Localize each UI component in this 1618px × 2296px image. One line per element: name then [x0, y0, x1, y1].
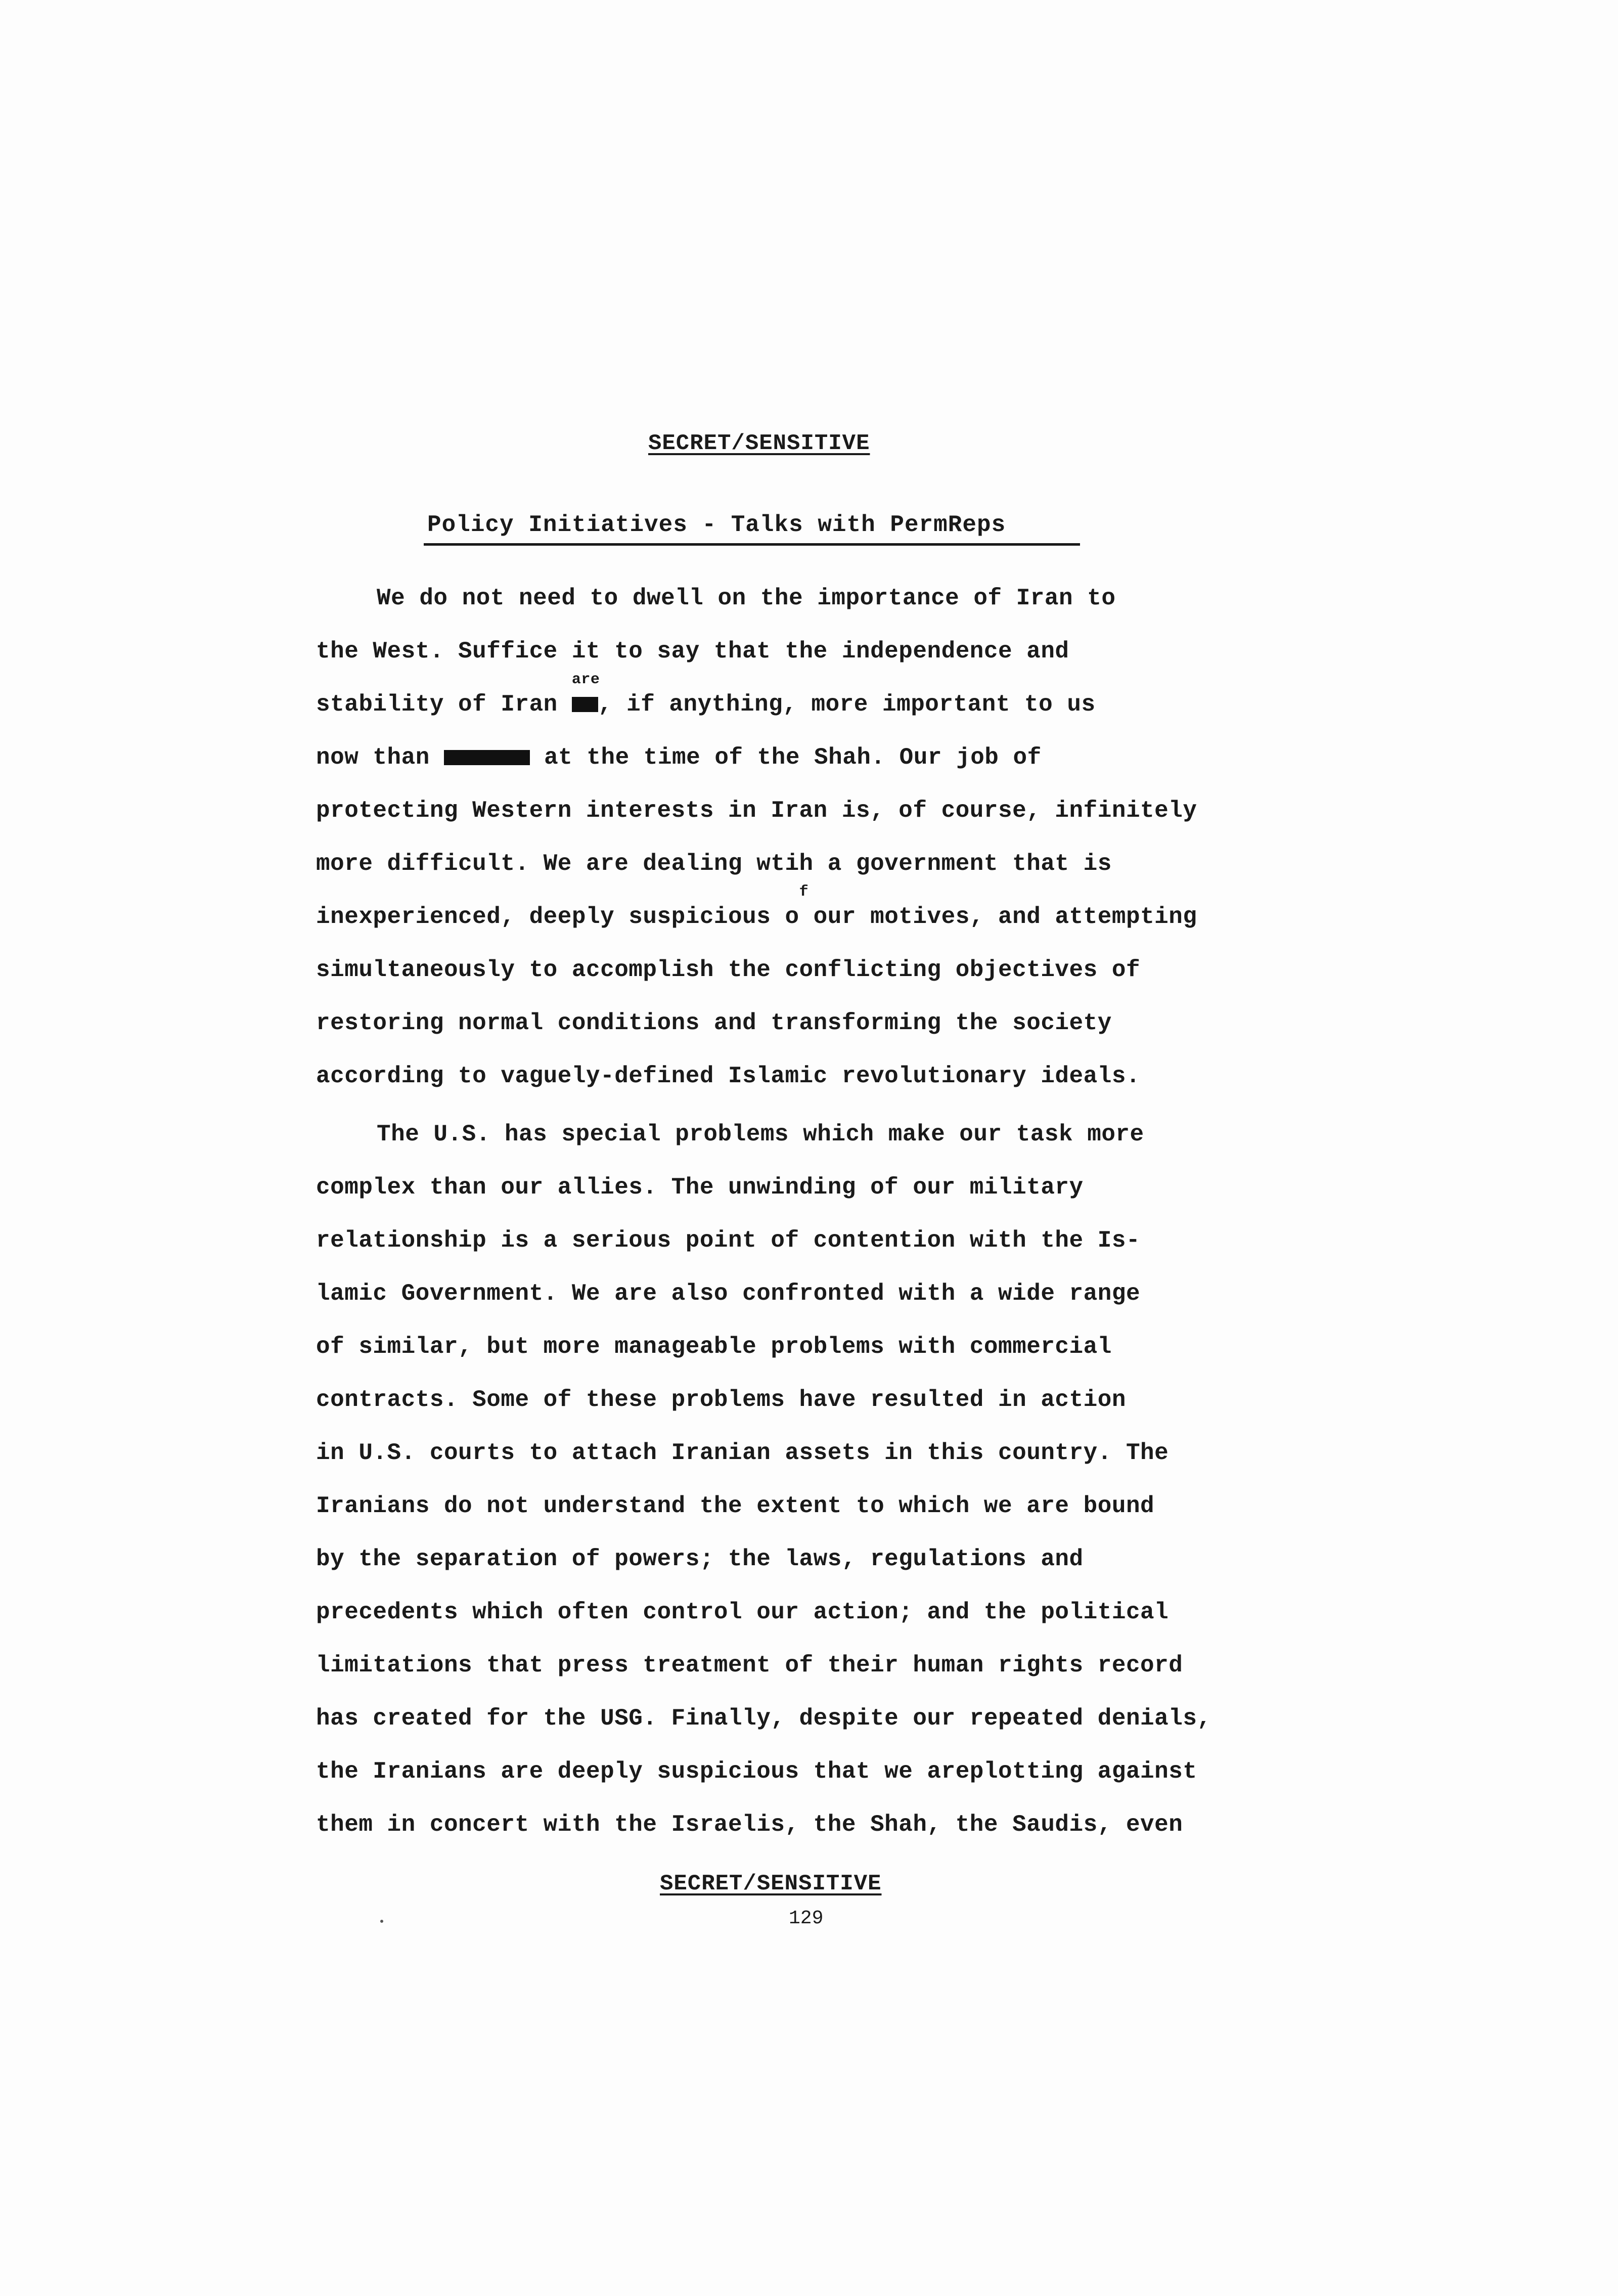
text-line: complex than our allies. The unwinding of our military: [316, 1174, 1084, 1201]
text-line: more difficult. We are dealing wtih a government that is: [316, 851, 1112, 877]
document-title: Policy Initiatives - Talks with PermReps: [427, 512, 1006, 538]
text-line: by the separation of powers; the laws, regulations and: [316, 1546, 1084, 1572]
text-line: of similar, but more manageable problems with commercial: [316, 1334, 1112, 1360]
text-line: has created for the USG. Finally, despite our repeated denials,: [316, 1705, 1211, 1732]
text-line: limitations that press treatment of their human rights record: [316, 1652, 1183, 1679]
text-line: The U.S. has special problems which make our task more: [377, 1121, 1144, 1147]
text-line: lamic Government. We are also confronted with a wide range: [316, 1281, 1141, 1307]
inserted-word: are: [571, 671, 600, 688]
scan-speck: [380, 1920, 383, 1923]
text-line: precedents which often control our action; and the political: [316, 1599, 1169, 1625]
classification-header: SECRET/SENSITIVE: [648, 431, 870, 456]
strikeout-mark: [572, 697, 598, 712]
text-line: restoring normal conditions and transforming the society: [316, 1010, 1112, 1036]
text-line: according to vaguely-defined Islamic revolutionary ideals.: [316, 1063, 1141, 1089]
text-fragment: if anything, more important to us: [626, 691, 1096, 718]
text-line: [316, 884, 1197, 930]
text-fragment: our motives, and attempting: [813, 904, 1197, 930]
handwritten-correction: [571, 671, 600, 718]
text-line: Iranians do not understand the extent to which we are bound: [316, 1493, 1155, 1519]
text-fragment: now than: [316, 744, 430, 771]
page-number: 129: [789, 1908, 824, 1929]
text-line: them in concert with the Israelis, the Shah, the Saudis, even: [316, 1812, 1183, 1838]
classification-footer: SECRET/SENSITIVE: [660, 1871, 882, 1896]
text-line: protecting Western interests in Iran is, of course, infinitely: [316, 798, 1197, 824]
text-line: [316, 746, 1042, 769]
text-line: simultaneously to accomplish the conflicting objectives of: [316, 957, 1141, 983]
inserted-letter: f: [799, 884, 809, 901]
strikeout-mark: [444, 750, 530, 765]
text-line: the Iranians are deeply suspicious that we areplotting against: [316, 1758, 1197, 1785]
text-line: We do not need to dwell on the importance of Iran to: [377, 585, 1116, 611]
text-fragment: stability of Iran: [316, 691, 558, 718]
text-fragment: at the time of the Shah. Our job of: [544, 744, 1042, 771]
text-line: in U.S. courts to attach Iranian assets in this country. The: [316, 1440, 1169, 1466]
text-line: contracts. Some of these problems have resulted in action: [316, 1387, 1126, 1413]
text-line: the West. Suffice it to say that the independence and: [316, 638, 1069, 665]
title-underline: [424, 543, 1080, 546]
text-line: relationship is a serious point of contention with the Is-: [316, 1227, 1141, 1254]
text-line: stability of Iran are , if anything, more important to us: [316, 671, 1096, 718]
text-fragment: inexperienced, deeply suspicious o: [316, 904, 799, 930]
